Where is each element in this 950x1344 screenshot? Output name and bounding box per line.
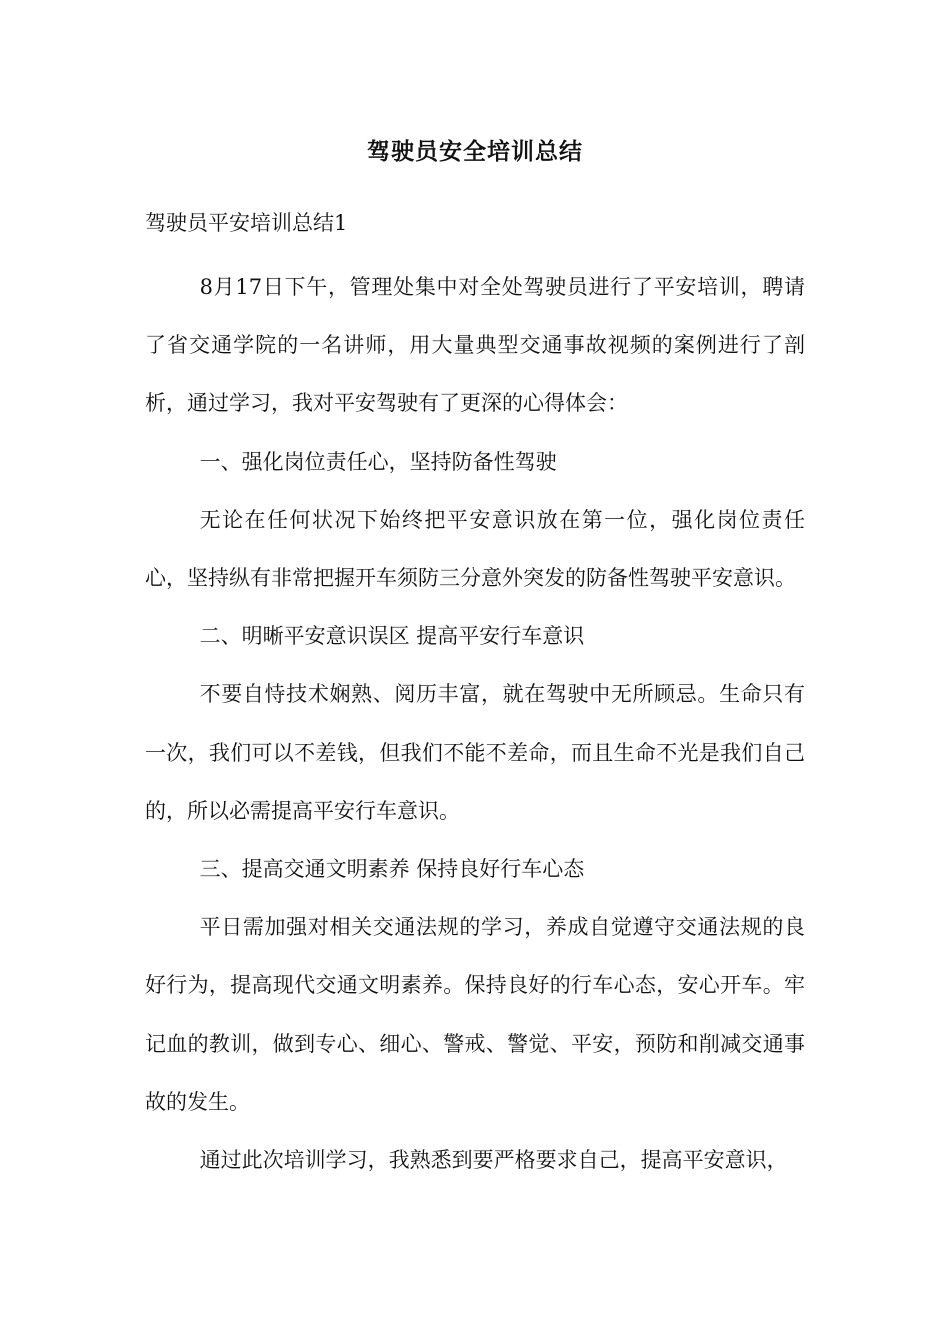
paragraph-section-3: 平日需加强对相关交通法规的学习，养成自觉遵守交通法规的良好行为，提高现代交通文明素养。保持良好的行车心态，安心开车。牢记血的教训，做到专心、细心、警戒、警觉、平安，预防和削减交通事故的发生。 [145,915,805,1114]
document-title: 驾驶员安全培训总结 [367,138,583,165]
section-heading-1: 一、强化岗位责任心，坚持防备性驾驶 [199,449,557,474]
paragraph-section-2: 不要自恃技术娴熟、阅历丰富，就在驾驶中无所顾忌。生命只有一次，我们可以不差钱，但我们不能不差命，而且生命不光是我们自己的，所以必需提高平安行车意识。 [145,682,805,823]
paragraph-conclusion: 通过此次培训学习，我熟悉到要严格要求自己，提高平安意识， [199,1148,788,1173]
section-heading-2: 二、明晰平安意识误区 提高平安行车意识 [199,624,585,649]
paragraph-intro: 8月17日下午，管理处集中对全处驾驶员进行了平安培训，聘请了省交通学院的一名讲师，用大量典型交通事故视频的案例进行了剖析，通过学习，我对平安驾驶有了更深的心得体会： [145,275,805,416]
document-subtitle: 驾驶员平安培训总结1 [145,211,348,235]
paragraph-section-1: 无论在任何状况下始终把平安意识放在第一位，强化岗位责任心，坚持纵有非常把握开车须防三分意外突发的防备性驾驶平安意识。 [145,507,805,591]
document-body [145,258,805,1189]
section-heading-3: 三、提高交通文明素养 保持良好行车心态 [199,857,585,882]
